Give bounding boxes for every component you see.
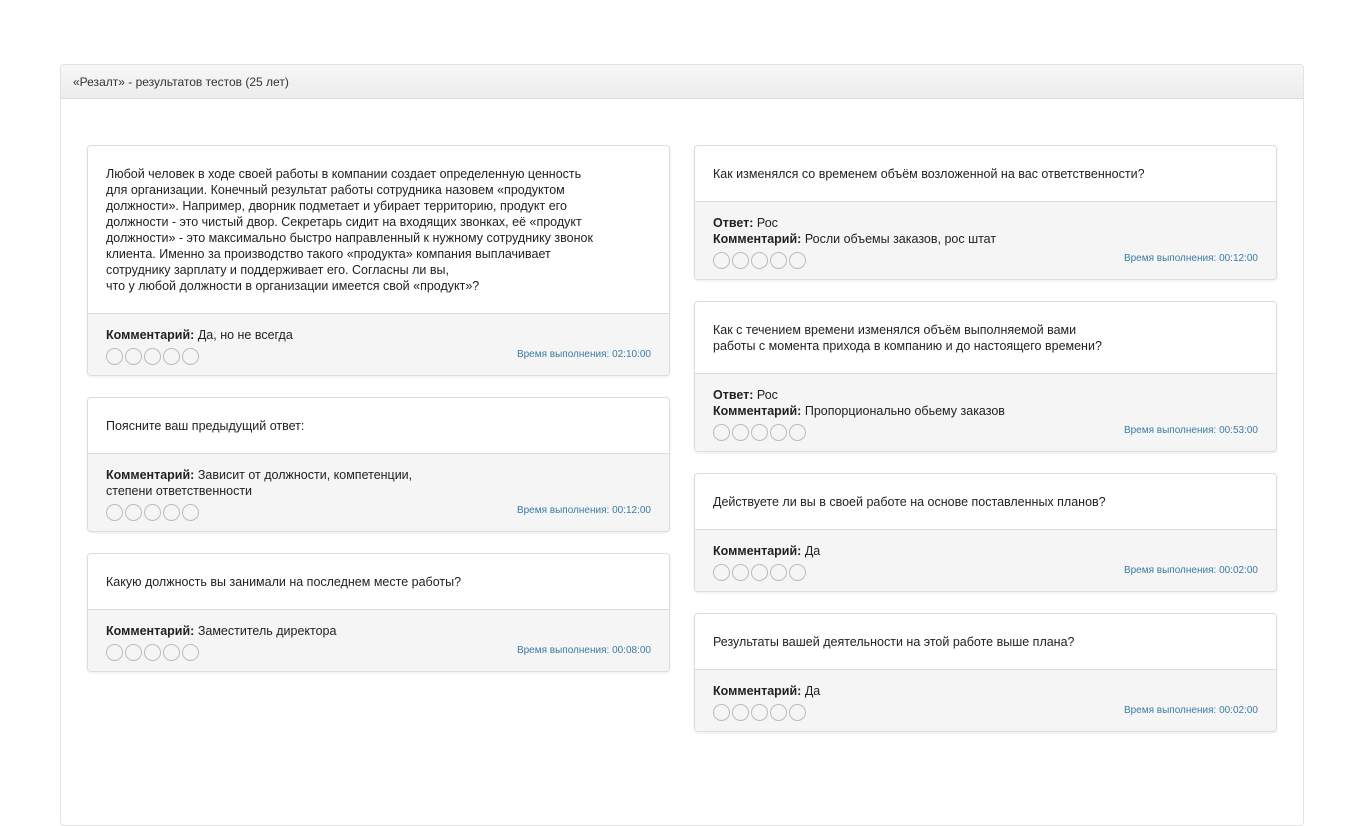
- rating-row: [106, 503, 651, 521]
- comment-label: Комментарий:: [106, 468, 195, 482]
- rating-circle-icon[interactable]: [732, 252, 749, 269]
- question-card: [87, 397, 670, 532]
- comment-label: Комментарий:: [106, 328, 195, 342]
- rating-circle-icon[interactable]: [182, 644, 199, 661]
- time-value: 00:02:00: [1219, 705, 1258, 716]
- answer-value: Рос: [756, 388, 778, 402]
- comment-label: Комментарий:: [106, 624, 195, 638]
- rating-circles: [106, 644, 199, 661]
- time-label: Время выполнения:: [1123, 705, 1217, 716]
- question-card: [694, 145, 1277, 280]
- time-label: Время выполнения:: [1123, 253, 1217, 264]
- time-value: 00:53:00: [1219, 425, 1258, 436]
- rating-circle-icon[interactable]: [125, 348, 142, 365]
- comment-value: Пропорционально обьему заказов: [804, 404, 1005, 418]
- rating-circle-icon[interactable]: [106, 504, 123, 521]
- results-panel: [60, 64, 1304, 826]
- rating-circle-icon[interactable]: [144, 504, 161, 521]
- question-card: [694, 301, 1277, 452]
- completion-time: [1124, 251, 1258, 267]
- rating-circle-icon[interactable]: [751, 424, 768, 441]
- comment-value: Да: [804, 684, 821, 698]
- question-text: Какую должность вы занимали на последнем месте работы?: [88, 554, 669, 610]
- rating-circle-icon[interactable]: [789, 704, 806, 721]
- answer-footer: [695, 670, 1276, 731]
- rating-circle-icon[interactable]: [789, 564, 806, 581]
- rating-circle-icon[interactable]: [732, 424, 749, 441]
- comment-line: [713, 231, 1258, 247]
- comment-value: Да: [804, 544, 821, 558]
- comment-line: [106, 467, 651, 499]
- panel-title: «Резалт» - результатов тестов (25 лет): [61, 65, 1303, 99]
- rating-circle-icon[interactable]: [751, 704, 768, 721]
- rating-circle-icon[interactable]: [163, 644, 180, 661]
- time-value: 00:02:00: [1219, 565, 1258, 576]
- time-label: Время выполнения:: [516, 349, 610, 360]
- rating-circle-icon[interactable]: [713, 252, 730, 269]
- question-text: Как изменялся со временем объём возложенной на вас ответственности?: [695, 146, 1276, 202]
- rating-row: [713, 251, 1258, 269]
- comment-line: [106, 623, 651, 639]
- completion-time: [517, 643, 651, 659]
- comment-value: Да, но не всегда: [197, 328, 293, 342]
- rating-circle-icon[interactable]: [713, 424, 730, 441]
- answer-label: Ответ:: [713, 388, 754, 402]
- answer-value: Рос: [756, 216, 778, 230]
- time-label: Время выполнения:: [516, 505, 610, 516]
- question-card: [694, 473, 1277, 592]
- completion-time: [517, 347, 651, 363]
- rating-circle-icon[interactable]: [182, 348, 199, 365]
- rating-circle-icon[interactable]: [106, 644, 123, 661]
- answer-footer: [88, 314, 669, 375]
- time-label: Время выполнения:: [516, 645, 610, 656]
- rating-circles: [106, 348, 199, 365]
- rating-circle-icon[interactable]: [163, 504, 180, 521]
- time-label: Время выполнения:: [1123, 565, 1217, 576]
- rating-circle-icon[interactable]: [751, 252, 768, 269]
- rating-circle-icon[interactable]: [751, 564, 768, 581]
- rating-circles: [713, 424, 806, 441]
- question-card: [87, 145, 670, 376]
- rating-circle-icon[interactable]: [106, 348, 123, 365]
- rating-circle-icon[interactable]: [144, 644, 161, 661]
- answer-footer: [695, 202, 1276, 279]
- question-card: [87, 553, 670, 672]
- answer-line: [713, 387, 1258, 403]
- rating-circle-icon[interactable]: [732, 564, 749, 581]
- answer-footer: [88, 610, 669, 671]
- rating-circle-icon[interactable]: [770, 424, 787, 441]
- rating-circle-icon[interactable]: [125, 644, 142, 661]
- rating-circle-icon[interactable]: [144, 348, 161, 365]
- rating-row: [713, 563, 1258, 581]
- rating-circle-icon[interactable]: [770, 252, 787, 269]
- time-label: Время выполнения:: [1123, 425, 1217, 436]
- comment-value: Заместитель директора: [197, 624, 337, 638]
- time-value: 00:12:00: [612, 505, 651, 516]
- comment-label: Комментарий:: [713, 544, 802, 558]
- rating-row: [106, 347, 651, 365]
- answer-footer: [695, 530, 1276, 591]
- comment-line: [106, 327, 651, 343]
- comment-line: [713, 403, 1258, 419]
- rating-circle-icon[interactable]: [789, 424, 806, 441]
- comment-line: [713, 543, 1258, 559]
- question-card: [694, 613, 1277, 732]
- rating-row: [106, 643, 651, 661]
- question-text: Результаты вашей деятельности на этой работе выше плана?: [695, 614, 1276, 670]
- answer-line: [713, 215, 1258, 231]
- completion-time: [1124, 703, 1258, 719]
- comment-label: Комментарий:: [713, 232, 802, 246]
- left-column: [87, 145, 670, 672]
- rating-circle-icon[interactable]: [182, 504, 199, 521]
- comment-value: Росли объемы заказов, рос штат: [804, 232, 997, 246]
- question-text: Действуете ли вы в своей работе на основе поставленных планов?: [695, 474, 1276, 530]
- answer-label: Ответ:: [713, 216, 754, 230]
- rating-circle-icon[interactable]: [125, 504, 142, 521]
- completion-time: [517, 503, 651, 519]
- rating-row: [713, 423, 1258, 441]
- rating-circles: [713, 564, 806, 581]
- time-value: 00:12:00: [1219, 253, 1258, 264]
- rating-row: [713, 703, 1258, 721]
- rating-circle-icon[interactable]: [789, 252, 806, 269]
- rating-circles: [106, 504, 199, 521]
- completion-time: [1124, 423, 1258, 439]
- right-column: [694, 145, 1277, 732]
- time-value: 00:08:00: [612, 645, 651, 656]
- comment-label: Комментарий:: [713, 684, 802, 698]
- answer-footer: [695, 374, 1276, 451]
- rating-circle-icon[interactable]: [713, 704, 730, 721]
- question-text: Поясните ваш предыдущий ответ:: [88, 398, 669, 454]
- rating-circle-icon[interactable]: [163, 348, 180, 365]
- rating-circles: [713, 704, 806, 721]
- rating-circles: [713, 252, 806, 269]
- completion-time: [1124, 563, 1258, 579]
- question-text: Любой человек в ходе своей работы в компании создает определенную ценность для организации. Конечный результат работы сотрудника назовем «продуктом должности». Например, дворник подметает и убирает территорию, продукт его должности - это чистый двор. Секретарь сидит на входящих звонках, её «продукт должности» - это максимально быстро направленный к нужному сотруднику звонок клиента. Именно за производство такого «продукта» компания выплачивает сотруднику зарплату и поддерживает его. Согласны ли вы, что у любой должности в организации имеется свой «продукт»?: [88, 146, 669, 314]
- comment-label: Комментарий:: [713, 404, 802, 418]
- comment-line: [713, 683, 1258, 699]
- rating-circle-icon[interactable]: [732, 704, 749, 721]
- rating-circle-icon[interactable]: [770, 704, 787, 721]
- rating-circle-icon[interactable]: [770, 564, 787, 581]
- time-value: 02:10:00: [612, 349, 651, 360]
- comment-value: Зависит от должности, компетенции, степени ответственности: [106, 468, 413, 498]
- rating-circle-icon[interactable]: [713, 564, 730, 581]
- answer-footer: [88, 454, 669, 531]
- question-text: Как с течением времени изменялся объём выполняемой вами работы с момента прихода в компанию и до настоящего времени?: [695, 302, 1276, 374]
